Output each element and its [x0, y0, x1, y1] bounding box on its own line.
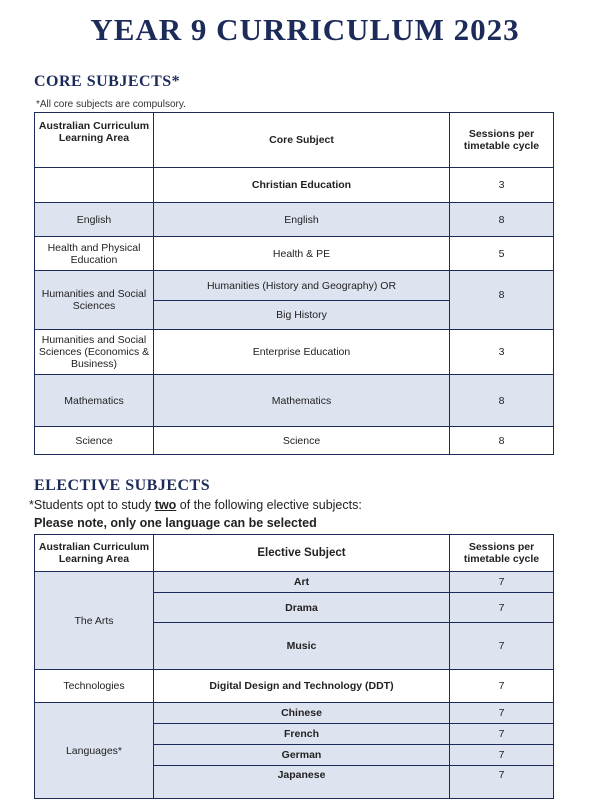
sessions-cell: 7	[450, 766, 554, 799]
sessions-cell: 8	[450, 427, 554, 455]
table-row	[35, 168, 554, 203]
core-subjects-heading: CORE SUBJECTS*	[34, 73, 181, 90]
subject-cell: Drama	[154, 593, 450, 623]
table-row	[35, 703, 554, 724]
table-row	[35, 237, 554, 271]
subject-cell: Japanese	[154, 766, 450, 799]
subject-cell: Health & PE	[154, 237, 450, 271]
learning-area-cell: The Arts	[35, 572, 154, 670]
core-note: *All core subjects are compulsory.	[36, 99, 186, 110]
learning-area-cell: Humanities and Social Sciences	[35, 271, 154, 330]
header-learning-area: Australian Curriculum Learning Area	[35, 535, 154, 572]
sessions-cell: 8	[450, 203, 554, 237]
header-core-subject: Core Subject	[154, 113, 450, 168]
subject-cell: English	[154, 203, 450, 237]
sessions-cell: 3	[450, 168, 554, 203]
subject-cell: Humanities (History and Geography) OR	[154, 271, 450, 301]
elective-subjects-heading: ELECTIVE SUBJECTS	[34, 477, 211, 494]
learning-area-cell: Health and Physical Education	[35, 237, 154, 271]
subject-cell: German	[154, 745, 450, 766]
sessions-cell: 7	[450, 572, 554, 593]
sessions-cell: 3	[450, 330, 554, 375]
language-note: Please note, only one language can be selected	[34, 516, 317, 530]
header-learning-area: Australian Curriculum Learning Area	[35, 113, 154, 168]
sessions-cell: 7	[450, 593, 554, 623]
table-row	[35, 572, 554, 593]
emphasis-two: two	[154, 498, 177, 512]
table-row	[35, 330, 554, 375]
sessions-cell: 8	[450, 271, 554, 330]
table-header-row	[35, 113, 554, 168]
learning-area-cell: Science	[35, 427, 154, 455]
table-header-row	[35, 535, 554, 572]
core-subjects-table	[34, 112, 554, 455]
header-sessions: Sessions per timetable cycle	[450, 113, 554, 168]
learning-area-cell	[35, 168, 154, 203]
subject-cell: Christian Education	[154, 168, 450, 203]
subject-cell: Mathematics	[154, 375, 450, 427]
sessions-cell: 7	[450, 670, 554, 703]
subject-cell: Digital Design and Technology (DDT)	[154, 670, 450, 703]
header-sessions: Sessions per timetable cycle	[450, 535, 554, 572]
table-row	[35, 203, 554, 237]
sessions-cell: 8	[450, 375, 554, 427]
learning-area-cell: Languages*	[35, 703, 154, 799]
subject-cell: Enterprise Education	[154, 330, 450, 375]
elective-subjects-table	[34, 534, 554, 799]
learning-area-cell: Mathematics	[35, 375, 154, 427]
sessions-cell: 7	[450, 745, 554, 766]
learning-area-cell: English	[35, 203, 154, 237]
subject-cell: Art	[154, 572, 450, 593]
table-row	[35, 670, 554, 703]
page-title: YEAR 9 CURRICULUM 2023	[90, 12, 520, 47]
sessions-cell: 7	[450, 724, 554, 745]
table-row	[35, 271, 554, 301]
subject-cell: French	[154, 724, 450, 745]
sessions-cell: 5	[450, 237, 554, 271]
table-row	[35, 375, 554, 427]
sessions-cell: 7	[450, 703, 554, 724]
table-row	[35, 427, 554, 455]
learning-area-cell: Technologies	[35, 670, 154, 703]
header-elective-subject: Elective Subject	[154, 535, 450, 572]
learning-area-cell: Humanities and Social Sciences (Economics & Business)	[35, 330, 154, 375]
sessions-cell: 7	[450, 623, 554, 670]
subject-cell: Chinese	[154, 703, 450, 724]
subject-cell: Music	[154, 623, 450, 670]
subject-cell: Science	[154, 427, 450, 455]
elective-note: *Students opt to study two of the following elective subjects:	[29, 498, 362, 512]
subject-cell: Big History	[154, 301, 450, 330]
